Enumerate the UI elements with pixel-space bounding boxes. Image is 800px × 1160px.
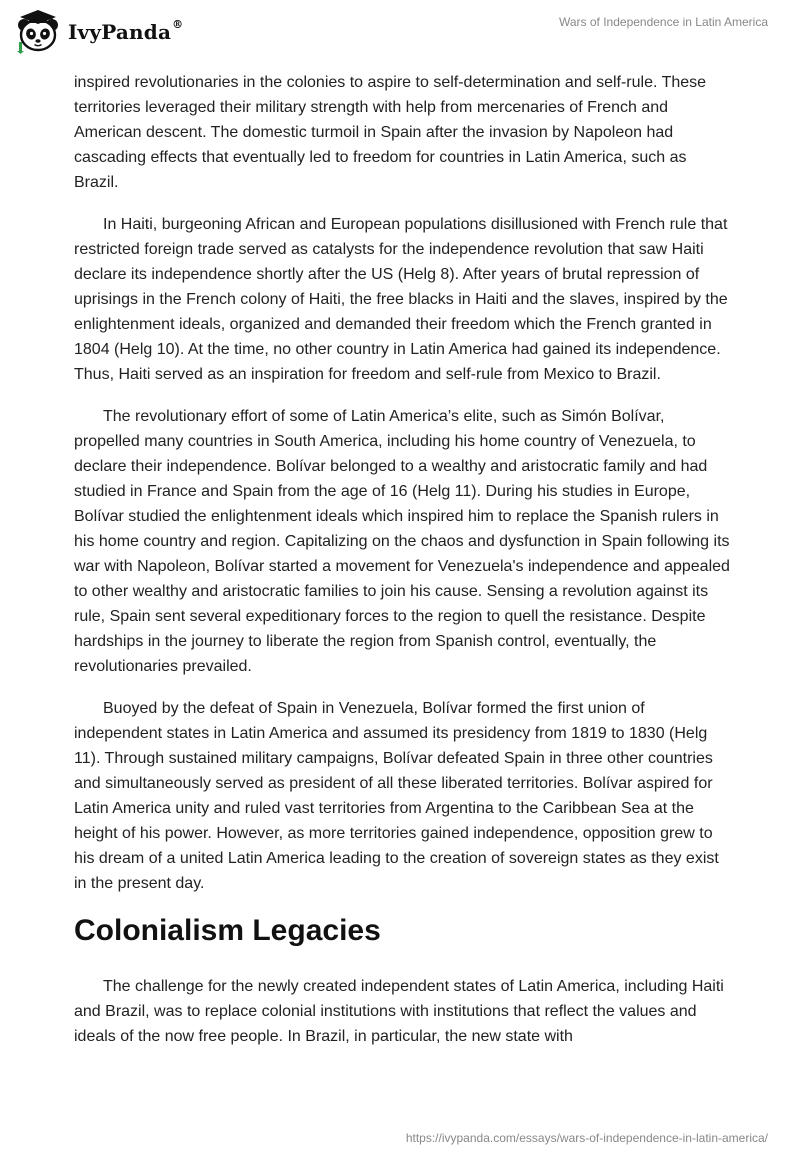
document-title: Wars of Independence in Latin America — [558, 15, 768, 29]
paragraph: In Haiti, burgeoning African and European populations disillusioned with French rule that restricted foreign trade served as catalysts for the independence revolution that saw Haiti declare its independence shortly after the US (Helg 8). After years of brutal repression of uprisings in the French colony of Haiti, the free blacks in Haiti and the slaves, inspired by the enlightenment ideals, organized and demanded their freedom which the French granted in 1804 (Helg 10). At the time, no other country in Latin America had gained its independence. Thus, Haiti served as an inspiration for freedom and self-rule from Mexico to Brazil. — [74, 216, 728, 383]
paragraph: The challenge for the newly created independent states of Latin America, including Haiti and Brazil, was to replace colonial institutions with institutions that reflect the values and ideals of the now free people. In Brazil, in particular, the new state with — [74, 978, 724, 1045]
section-heading: Colonialism Legacies — [74, 914, 381, 947]
brand-name-text: IvyPanda — [68, 20, 172, 44]
page-header — [0, 0, 800, 64]
paragraph-continued: inspired revolutionaries in the colonies to aspire to self-determination and self-rule. These territories leveraged their military strength with help from mercenaries of French and American descent. The domestic turmoil in Spain after the invasion by Napoleon had cascading effects that eventually led to freedom for countries in Latin America, such as Brazil. — [74, 74, 707, 191]
registered-mark: ® — [172, 18, 184, 31]
source-url[interactable]: https://ivypanda.com/essays/wars-of-independence-in-latin-america/ — [405, 1131, 768, 1145]
brand-name — [68, 20, 183, 44]
panda-graduate-logo-icon — [14, 8, 62, 54]
paragraph: Buoyed by the defeat of Spain in Venezuela, Bolívar formed the first union of independent states in Latin America and assumed its presidency from 1819 to 1830 (Helg 11). Through sustained military campaigns, Bolívar defeated Spain in three other countries and simultaneously served as president of all these liberated territories. Bolívar aspired for Latin America unity and ruled vast territories from Argentina to the Caribbean Sea at the height of his power. However, as more territories gained independence, opposition grew to his dream of a united Latin America leading to the creation of sovereign states as they exist in the present day. — [74, 700, 719, 892]
paragraph: The revolutionary effort of some of Latin America’s elite, such as Simón Bolívar, propelled many countries in South America, including his home country of Venezuela, to declare their independence. Bolívar belonged to a wealthy and aristocratic family and had studied in France and Spain from the age of 16 (Helg 11). During his studies in Europe, Bolívar studied the enlightenment ideals which inspired him to replace the Spanish rulers in his home country and region. Capitalizing on the chaos and dysfunction in Spain following its war with Napoleon, Bolívar started a movement for Venezuela's independence and appealed to other wealthy and aristocratic families to join his cause. Sensing a revolution against its rule, Spain sent several expeditionary forces to the region to quell the resistance. Despite hardships in the journey to liberate the region from Spanish control, eventually, the revolutionaries prevailed. — [74, 408, 730, 675]
essay-body — [74, 70, 734, 1066]
brand-logo[interactable] — [14, 8, 183, 54]
